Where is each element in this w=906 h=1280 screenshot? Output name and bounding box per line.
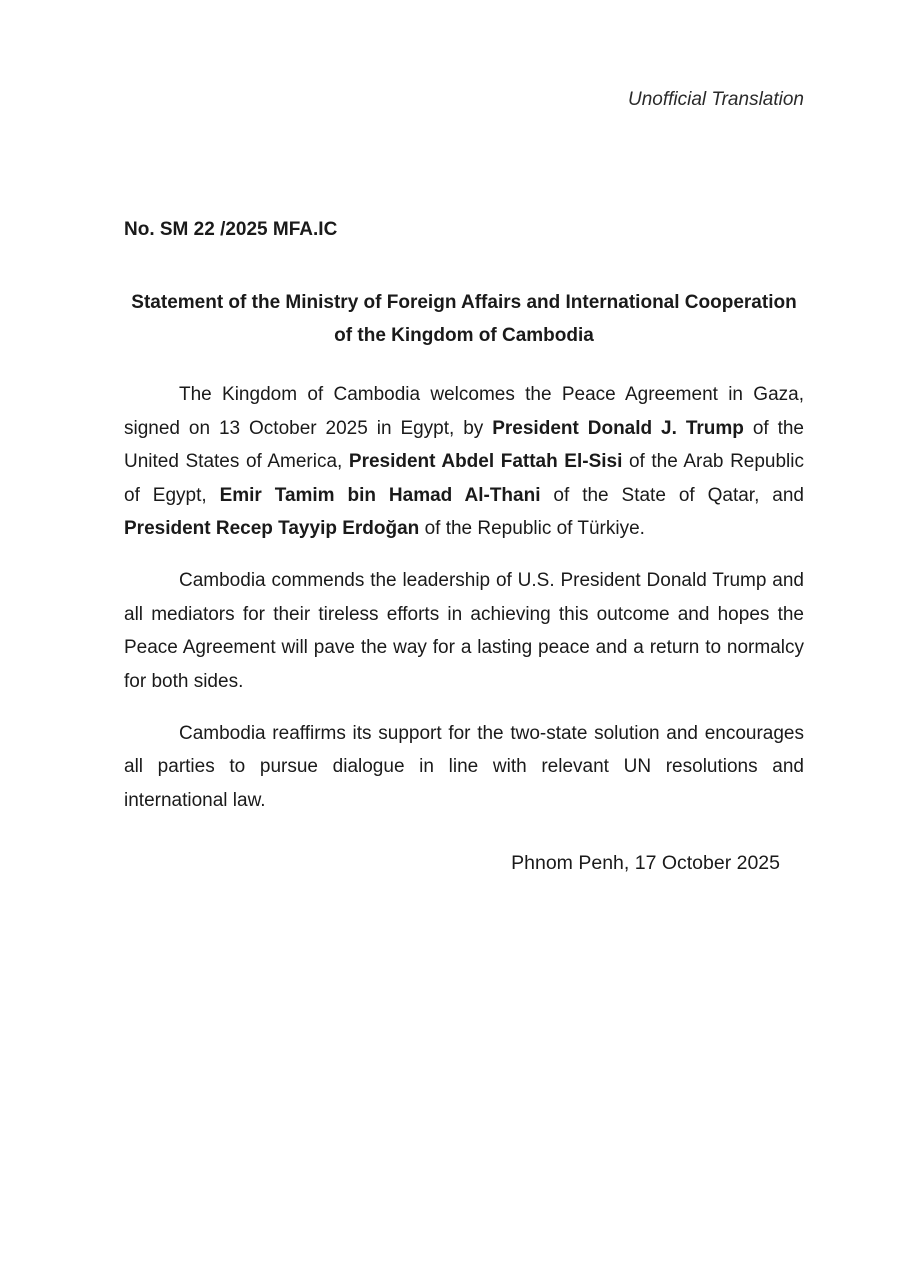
bold-dignitary-name: President Recep Tayyip Erdoğan <box>124 518 420 539</box>
paragraph-text: Cambodia commends the leadership of U.S. President Donald Trump and all mediators for their tireless efforts in achieving this outcome and hopes the Peace Agreement will pave the way for a lasting peace and a return to normalcy for both sides. <box>124 570 804 692</box>
body-paragraph <box>124 717 804 818</box>
paragraph-text: of the State of Qatar, and <box>540 484 804 506</box>
paragraph-text: of the Republic of Türkiye. <box>419 518 645 539</box>
document-title <box>124 286 804 352</box>
paragraph-text: of the Arab Republic of Egypt, <box>124 451 805 506</box>
bold-dignitary-name: President Donald J. Trump <box>492 417 744 439</box>
body-paragraph <box>124 564 804 698</box>
paragraph-text: of the United States of America, <box>124 417 804 472</box>
paragraph-text: The Kingdom of Cambodia welcomes the Peace Agreement in Gaza, signed on 13 October 2025 in Egypt, by <box>124 384 804 439</box>
unofficial-translation-watermark: Unofficial Translation <box>627 89 804 110</box>
bold-dignitary-name: President Abdel Fattah El-Sisi <box>348 451 623 472</box>
dateline: Phnom Penh, 17 October 2025 <box>511 852 780 874</box>
bold-dignitary-name: Emir Tamim bin Hamad Al-Thani <box>219 484 541 506</box>
paragraph-text: Cambodia reaffirms its support for the two-state solution and encourages all parties to pursue dialogue in line with relevant UN resolutions and international law. <box>124 722 804 811</box>
document-title-line2: of the Kingdom of Cambodia <box>334 325 594 346</box>
document-title-line1: Statement of the Ministry of Foreign Affairs and International Cooperation <box>131 292 797 313</box>
body-paragraph <box>124 378 804 546</box>
reference-number: No. SM 22 /2025 MFA.IC <box>124 219 338 240</box>
body-paragraphs <box>124 378 804 817</box>
